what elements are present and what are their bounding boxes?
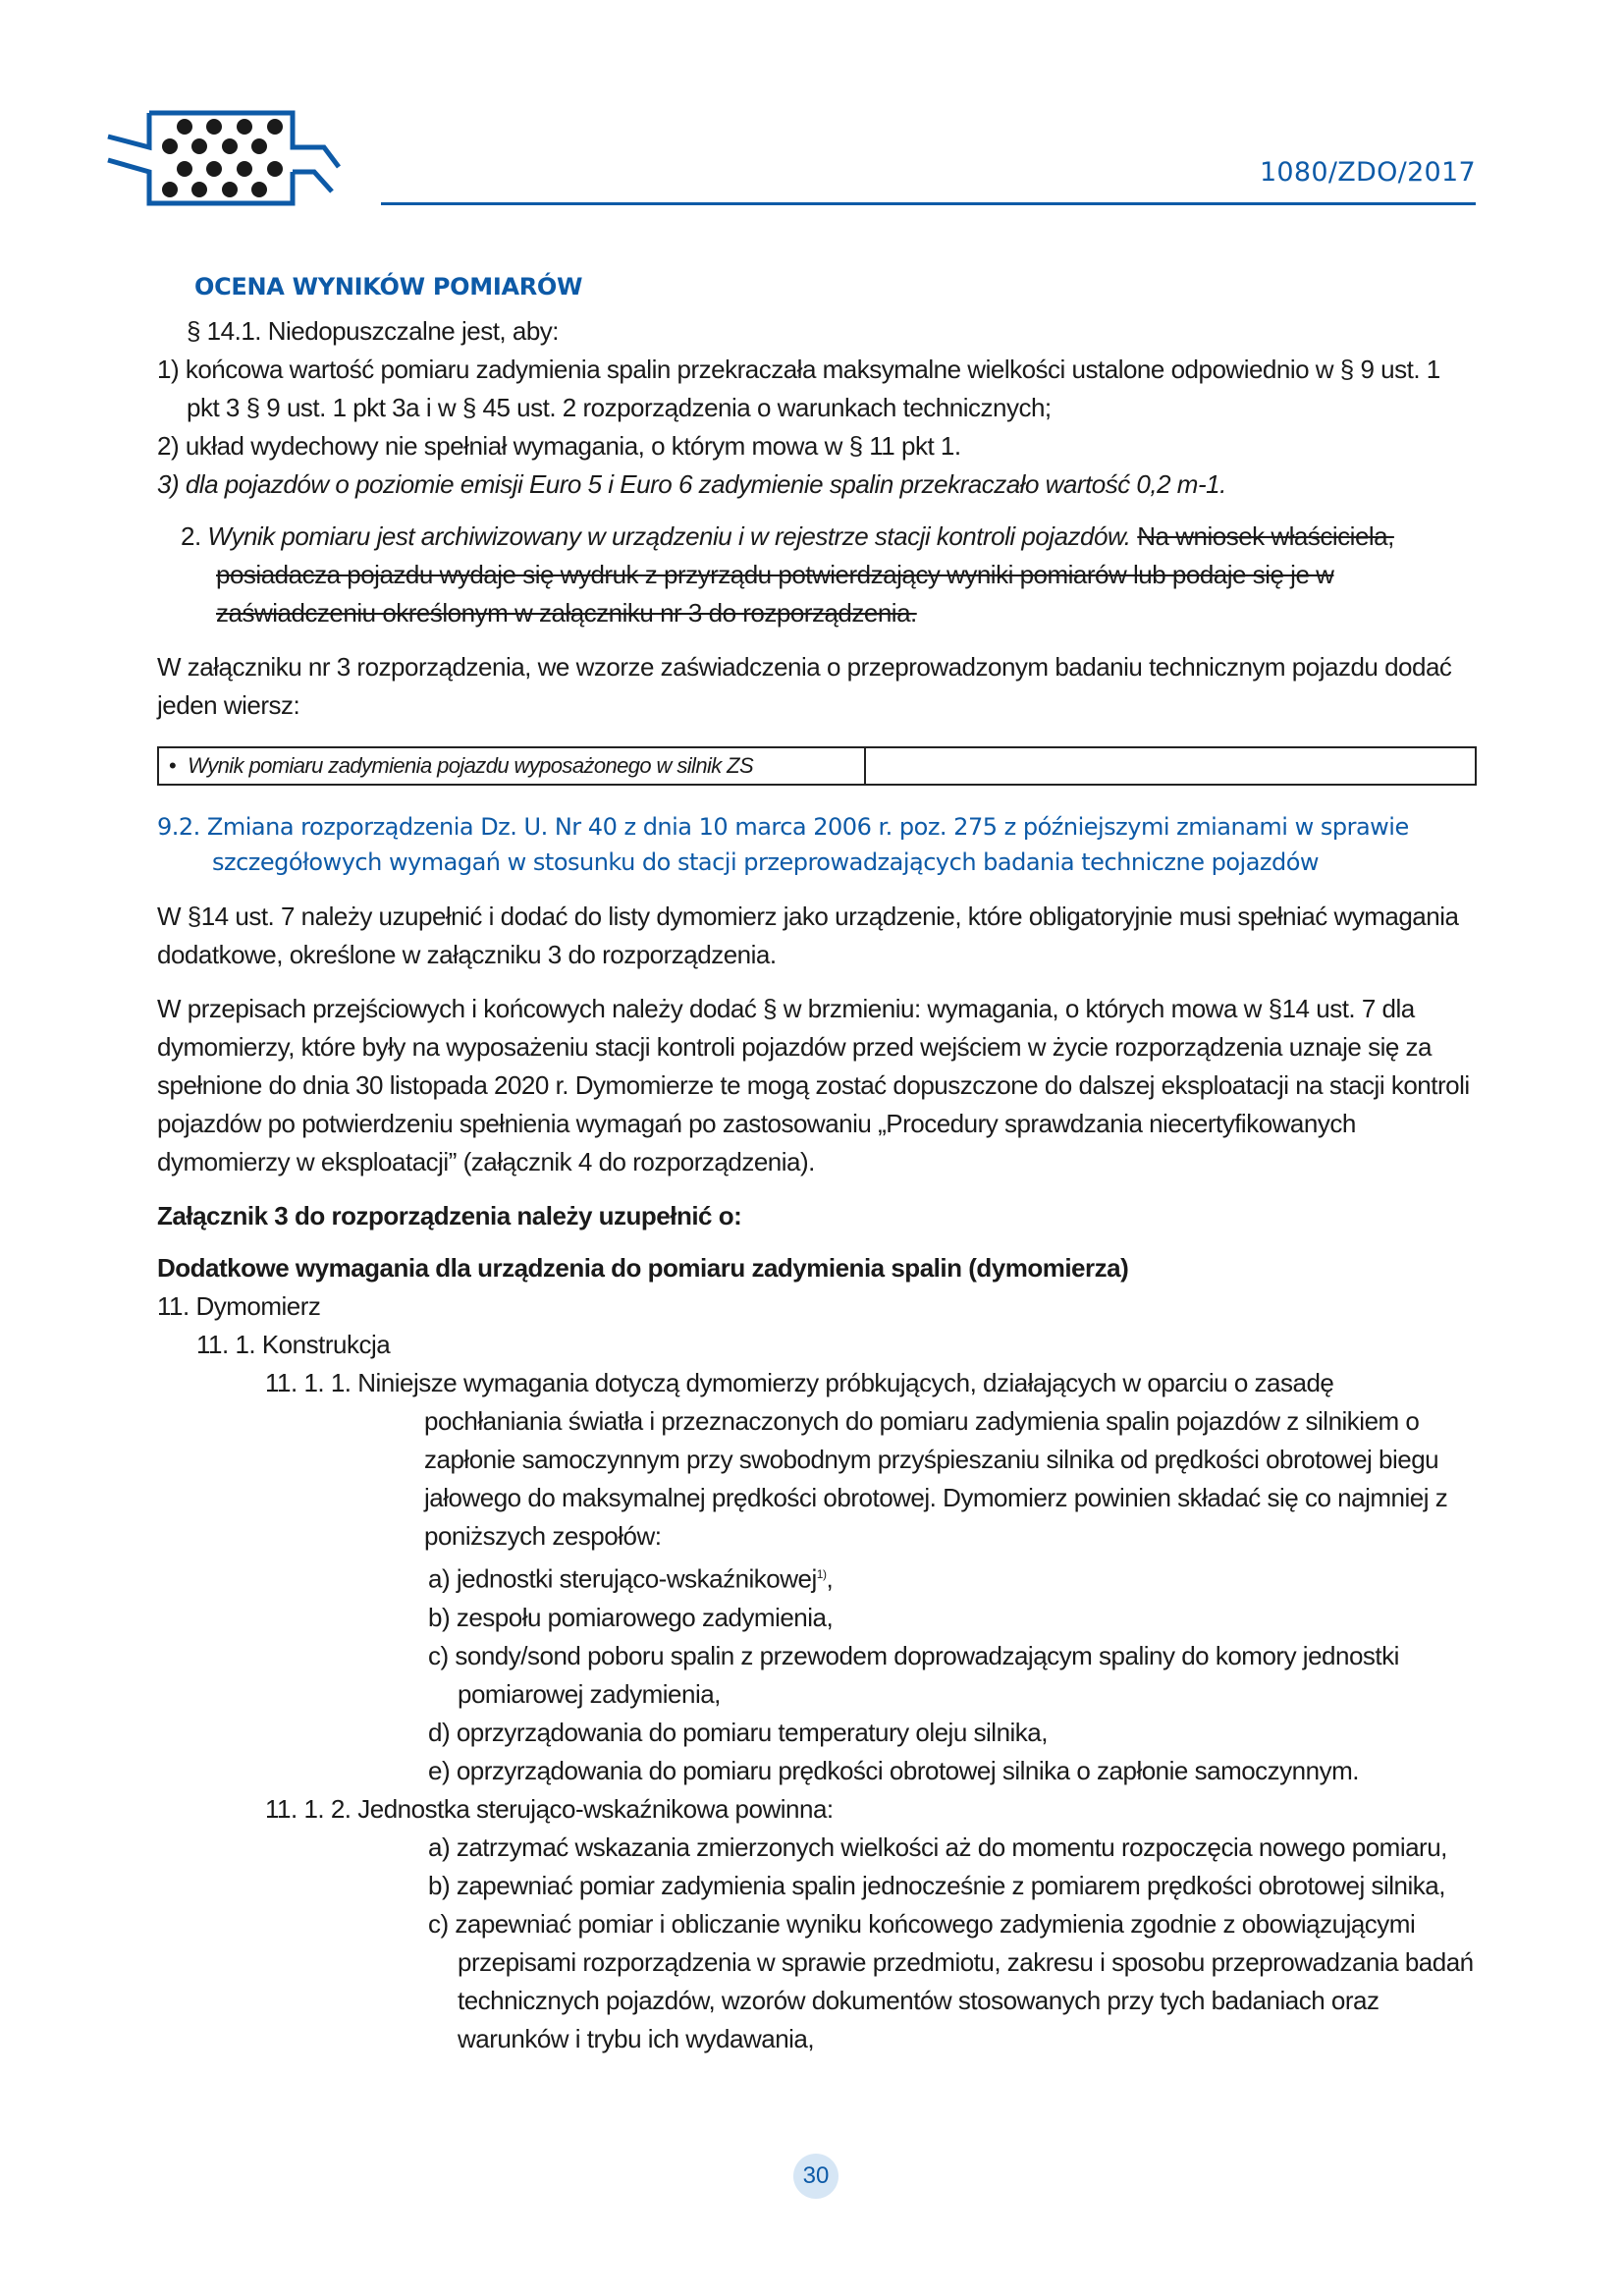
control-unit-list — [157, 1829, 1478, 2058]
table-row-label: Wynik pomiaru zadymienia pojazdu wyposażonego w silnik ZS — [188, 753, 754, 778]
additional-requirements-heading: Dodatkowe wymagania dla urządzenia do pomiaru zadymienia spalin (dymomierza) — [157, 1253, 1129, 1283]
list-item: e) oprzyrządowania do pomiaru prędkości obrotowej silnika o zapłonie samoczynnym. — [428, 1755, 1359, 1785]
list-item: b) zapewniać pomiar zadymienia spalin jednocześnie z pomiarem prędkości obrotowej silnika, — [428, 1870, 1445, 1900]
document-code: 1080/ZDO/2017 — [1259, 157, 1476, 188]
list-item-3: 3) dla pojazdów o poziomie emisji Euro 5 i Euro 6 zadymienie spalin przekraczało wartość 0,2 m-1. — [157, 469, 1226, 499]
list-item: a) zatrzymać wskazania zmierzonych wielkości aż do momentu rozpoczęcia nowego pomiaru, — [428, 1831, 1447, 1862]
list-item-2: 2) układ wydechowy nie spełniał wymagania, o którym mowa w § 11 pkt 1. — [157, 431, 961, 461]
table-cell-label — [159, 748, 866, 784]
item-11: 11. Dymomierz — [157, 1291, 321, 1321]
list-item: c) zapewniać pomiar i obliczanie wyniku końcowego zadymienia zgodnie z obowiązującymi przepisami rozporządzenia w sprawie przedmiotu, zakresu i sposobu przeprowadzania badań technicznych pojazdów, wzorów dokumentów stosowanych przy tych badaniach oraz warunków i trybu ich wydawania, — [428, 1908, 1474, 2053]
components-list — [157, 1556, 1478, 1790]
paragraph-transitional: W przepisach przejściowych i końcowych należy dodać § w brzmieniu: wymagania, o których mowa w §14 ust. 7 dla dymomierzy, które były na wyposażeniu stacji kontroli pojazdów przed wejściem w życie rozporządzenia uznaje się za spełnione do dnia 30 listopada 2020 r. Dymomierze te mogą zostać dopuszczone do dalszej eksploatacji na stacji kontroli pojazdów po potwierdzeniu spełnienia wymagań po zastosowaniu „Procedury sprawdzania niecertyfikowanych dymomierzy w eksploatacji” (załącznik 4 do rozporządzenia). — [157, 994, 1470, 1176]
list-item: c) sondy/sond poboru spalin z przewodem doprowadzającym spaliny do komory jednostki pomiarowej zadymienia, — [428, 1640, 1399, 1709]
section-title: OCENA WYNIKÓW POMIARÓW — [194, 273, 583, 301]
item-11-1-1: 11. 1. 1. Niniejsze wymagania dotyczą dymomierzy próbkujących, działających w oparciu o zasadę pochłaniania światła i przeznaczonych do pomiaru zadymienia spalin pojazdów z silnikiem o zapłonie samoczynnym przy swobodnym przyśpieszaniu silnika od prędkości obrotowej biegu jałowego do maksymalnej prędkości obrotowej. Dymomierz powinien składać się co najmniej z poniższych zespołów: — [265, 1368, 1448, 1551]
annex-note: W załączniku nr 3 rozporządzenia, we wzorze zaświadczenia o przeprowadzonym badaniu technicznym pojazdu dodać jeden wiersz: — [157, 652, 1452, 720]
paragraph-intro: § 14.1. Niedopuszczalne jest, aby: — [187, 316, 560, 346]
header-divider — [381, 202, 1476, 205]
paragraph-2 — [157, 518, 1478, 632]
particulate-filter-logo — [98, 93, 353, 216]
list-item: d) oprzyrządowania do pomiaru temperatury oleju silnika, — [428, 1717, 1048, 1747]
list-item: b) zespołu pomiarowego zadymienia, — [428, 1602, 834, 1632]
paragraph-2-struck: Na wniosek właściciela, posiadacza pojazdu wydaje się wydruk z przyrządu potwierdzający wyniki pomiarów lub podaje się je w zaświadczeniu określonym w załączniku nr 3 do rozporządzenia. — [216, 521, 1394, 628]
bullet: • — [169, 753, 177, 778]
paragraph-2-italic: Wynik pomiaru jest archiwizowany w urządzeniu i w rejestrze stacji kontroli pojazdów. — [207, 521, 1131, 551]
annex-3-heading: Załącznik 3 do rozporządzenia należy uzupełnić o: — [157, 1201, 742, 1230]
list-item-1: 1) końcowa wartość pomiaru zadymienia spalin przekraczała maksymalne wielkości ustalone odpowiednio w § 9 ust. 1 pkt 3 § 9 ust. 1 pkt 3a i w § 45 ust. 2 rozporządzenia o warunkach technicznych; — [157, 355, 1440, 422]
certificate-row-table — [157, 746, 1477, 786]
page-number: 30 — [793, 2154, 839, 2199]
paragraph-2-number: 2. — [181, 521, 201, 551]
page-content — [157, 273, 1478, 2058]
filter-dots — [162, 119, 283, 197]
paragraph-s14: W §14 ust. 7 należy uzupełnić i dodać do listy dymomierz jako urządzenie, które obligatoryjnie musi spełniać wymagania dodatkowe, określone w załączniku 3 do rozporządzenia. — [157, 902, 1459, 969]
item-11-1: 11. 1. Konstrukcja — [196, 1330, 391, 1359]
list-item: a) jednostki sterująco-wskaźnikowej$^{1)}$, — [428, 1563, 834, 1594]
section-heading-9-2: 9.2. Zmiana rozporządzenia Dz. U. Nr 40 z dnia 10 marca 2006 r. poz. 275 z późniejszymi zmianami w sprawie szczegółowych wymagań w stosunku do stacji przeprowadzających badania techniczne pojazdów — [157, 813, 1409, 876]
table-cell-value — [866, 748, 1475, 784]
item-11-1-2: 11. 1. 2. Jednostka sterująco-wskaźnikowa powinna: — [265, 1793, 834, 1824]
